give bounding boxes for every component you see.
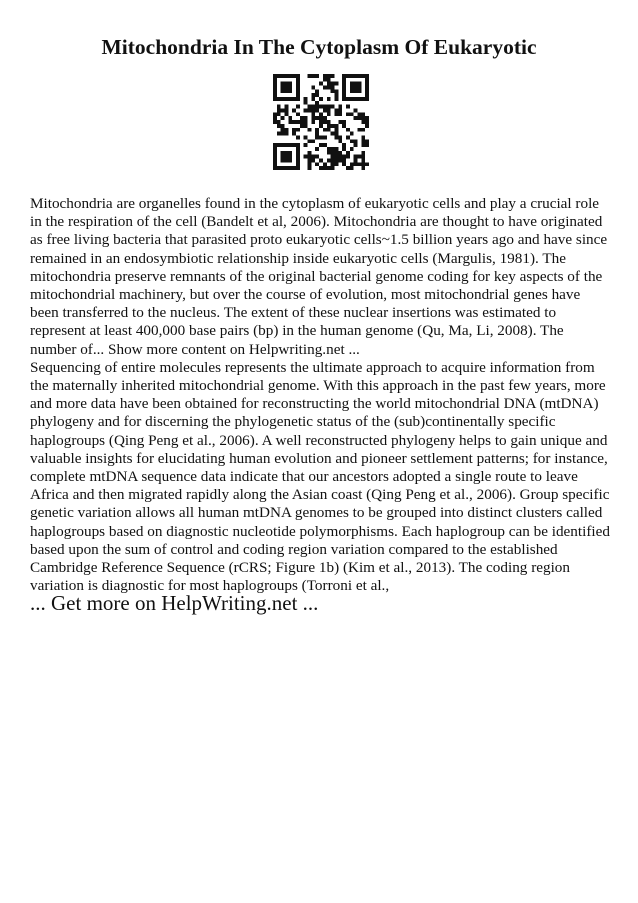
paragraph-intro: Mitochondria are organelles found in the cytoplasm of eukaryotic cells and play a crucial role in the respiration of the cell (Bandelt et al, 2006). Mitochondria are thought to have originated as free living bacteria that parasited proto eukaryotic cells~1.5 billion years ago and have since remained in an endosymbiotic relationship inside eukaryotic cells (Margulis, 1981). The mitochondria preserve remnants of the original bacterial genome coding for key aspects of the mitochondrial machinery, but over the course of evolution, most mitochondrial genes have been transferred to the nucleus. The extent of these nuclear insertions was estimated to represent at least 400,000 base pairs (bp) in the human genome (Qu, Ma, Li, 2008). The number of... Show more content on Helpwriting.net ...: [30, 195, 608, 358]
article-body: [30, 195, 612, 595]
page-title: Mitochondria In The Cytoplasm Of Eukaryotic: [101, 35, 537, 59]
qr-code-icon[interactable]: [273, 74, 369, 170]
paragraph-sequencing: Sequencing of entire molecules represents the ultimate approach to acquire information from the maternally inherited mitochondrial genome. With this approach in the past few years, more and more data have been obtained for reconstructing the world mitochondrial DNA (mtDNA) phylogeny and for discerning the phylogenetic status of the (sub)continentally specific haplogroups (Qing Peng et al., 2006). A well reconstructed phylogeny helps to gain unique and valuable insights for elucidating human evolution and pioneer settlement patterns; for instance, complete mtDNA sequence data indicate that our ancestors adopted a single route to leave Africa and then migrated rapidly along the Asian coast (Qing Peng et al., 2006). Group specific genetic variation allows all human mtDNA genomes to be grouped into distinct clusters called haplogroups based on diagnostic nucleotide polymorphisms. Each haplogroup can be identified based upon the sum of control and coding region variation compared to the established Cambridge Reference Sequence (rCRS; Figure 1b) (Kim et al., 2013). The coding region variation is diagnostic for most haplogroups (Torroni et al.,: [30, 358, 610, 595]
get-more-link[interactable]: ... Get more on HelpWriting.net ...: [30, 591, 319, 615]
